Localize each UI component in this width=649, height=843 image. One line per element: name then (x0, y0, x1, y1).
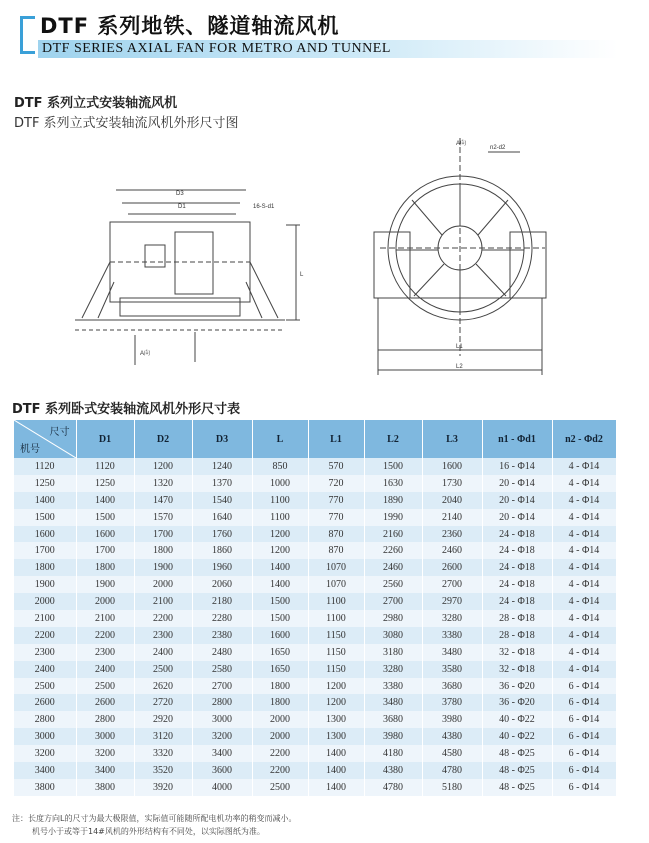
table-cell: 4 - Φ14 (552, 475, 616, 492)
table-cell: 48 - Φ25 (482, 762, 552, 779)
table-cell: 1240 (192, 458, 252, 475)
table-cell: 16 - Φ14 (482, 458, 552, 475)
table-cell: 3380 (364, 678, 422, 695)
page-subtitle: DTF SERIES AXIAL FAN FOR METRO AND TUNNEL (42, 41, 391, 56)
header-l: L (252, 420, 308, 458)
table-cell: 2500 (252, 779, 308, 796)
table-cell: 4 - Φ14 (552, 458, 616, 475)
table-cell: 2700 (422, 576, 482, 593)
table-cell: 4 - Φ14 (552, 610, 616, 627)
table-row (14, 745, 616, 762)
table-cell: 4 - Φ14 (552, 509, 616, 526)
table-row (14, 728, 616, 745)
section-vertical-title: DTF 系列立式安装轴流风机 (14, 96, 178, 111)
table-cell: 2920 (134, 711, 192, 728)
table-cell: 3000 (14, 728, 76, 745)
header-d1: D1 (76, 420, 134, 458)
table-cell: 3680 (364, 711, 422, 728)
table-cell: 2180 (192, 593, 252, 610)
table-cell: 3600 (192, 762, 252, 779)
note-line-2: 机号小于或等于14#风机的外形结构有不同处，以实际图纸为准。 (32, 827, 265, 836)
page-header (0, 0, 649, 64)
table-cell: 3280 (422, 610, 482, 627)
table-cell: 2400 (134, 644, 192, 661)
table-cell: 1640 (192, 509, 252, 526)
table-cell: 4380 (364, 762, 422, 779)
header-n2d2: n2 - Φd2 (552, 420, 616, 458)
header-corner (14, 420, 76, 458)
table-cell: 1200 (252, 542, 308, 559)
table-cell: 1200 (134, 458, 192, 475)
table-cell: 40 - Φ22 (482, 711, 552, 728)
label-l2: L2 (456, 364, 463, 370)
table-cell: 4 - Φ14 (552, 576, 616, 593)
table-cell: 1960 (192, 559, 252, 576)
table-row (14, 627, 616, 644)
table-cell: 6 - Φ14 (552, 728, 616, 745)
table-cell: 1400 (252, 559, 308, 576)
table-cell: 4180 (364, 745, 422, 762)
table-cell: 2620 (134, 678, 192, 695)
table-row (14, 526, 616, 543)
table-row (14, 559, 616, 576)
table-cell: 2000 (76, 593, 134, 610)
table-cell: 1120 (76, 458, 134, 475)
table-cell: 2100 (134, 593, 192, 610)
table-cell: 1400 (308, 745, 364, 762)
table-cell: 1700 (76, 542, 134, 559)
table-cell: 1400 (76, 492, 134, 509)
table-cell: 870 (308, 526, 364, 543)
table-cell: 4780 (364, 779, 422, 796)
table-cell: 1700 (14, 542, 76, 559)
dimension-table (14, 420, 617, 796)
table-cell: 1700 (134, 526, 192, 543)
table-cell: 3120 (134, 728, 192, 745)
table-cell: 1250 (14, 475, 76, 492)
table-cell: 2480 (192, 644, 252, 661)
table-cell: 2800 (192, 694, 252, 711)
table-cell: 1890 (364, 492, 422, 509)
table-cell: 2800 (76, 711, 134, 728)
table-cell: 2720 (134, 694, 192, 711)
table-cell: 3980 (422, 711, 482, 728)
front-view-drawing (374, 138, 546, 375)
table-cell: 2000 (134, 576, 192, 593)
table-cell: 2200 (134, 610, 192, 627)
table-cell: 1990 (364, 509, 422, 526)
table-row (14, 458, 616, 475)
table-cell: 2400 (14, 661, 76, 678)
table-cell: 2060 (192, 576, 252, 593)
table-cell: 1600 (14, 526, 76, 543)
table-cell: 1150 (308, 661, 364, 678)
table-cell: 3580 (422, 661, 482, 678)
table-cell: 24 - Φ18 (482, 542, 552, 559)
table-row (14, 509, 616, 526)
table-cell: 2500 (14, 678, 76, 695)
table-cell: 1400 (308, 779, 364, 796)
table-cell: 6 - Φ14 (552, 762, 616, 779)
table-cell: 2800 (14, 711, 76, 728)
table-cell: 20 - Φ14 (482, 475, 552, 492)
table-cell: 28 - Φ18 (482, 627, 552, 644)
fan-dimension-drawing (0, 132, 649, 392)
table-cell: 6 - Φ14 (552, 745, 616, 762)
label-d1: D1 (178, 204, 186, 210)
table-cell: 1760 (192, 526, 252, 543)
table-cell: 2580 (192, 661, 252, 678)
label-l: L (300, 272, 304, 278)
table-cell: 1150 (308, 627, 364, 644)
table-cell: 2560 (364, 576, 422, 593)
table-row (14, 576, 616, 593)
table-cell: 2160 (364, 526, 422, 543)
table-cell: 32 - Φ18 (482, 661, 552, 678)
label-d3: D3 (176, 191, 184, 197)
table-row (14, 661, 616, 678)
table-cell: 4380 (422, 728, 482, 745)
table-cell: 1300 (308, 711, 364, 728)
table-cell: 1500 (14, 509, 76, 526)
table-row (14, 779, 616, 796)
table-cell: 1600 (252, 627, 308, 644)
table-cell: 1470 (134, 492, 192, 509)
table-cell: 1630 (364, 475, 422, 492)
table-cell: 2200 (14, 627, 76, 644)
table-cell: 20 - Φ14 (482, 509, 552, 526)
table-cell: 3380 (422, 627, 482, 644)
table-cell: 1500 (252, 610, 308, 627)
table-cell: 2460 (364, 559, 422, 576)
table-cell: 1070 (308, 576, 364, 593)
table-cell: 2600 (14, 694, 76, 711)
table-cell: 3080 (364, 627, 422, 644)
table-cell: 3280 (364, 661, 422, 678)
table-cell: 3000 (76, 728, 134, 745)
table-cell: 2500 (134, 661, 192, 678)
table-cell: 6 - Φ14 (552, 711, 616, 728)
table-cell: 24 - Φ18 (482, 526, 552, 543)
table-cell: 2280 (192, 610, 252, 627)
label-front-a: A向 (456, 141, 467, 147)
table-cell: 1540 (192, 492, 252, 509)
table-cell: 2200 (252, 762, 308, 779)
table-cell: 1370 (192, 475, 252, 492)
table-row (14, 762, 616, 779)
table-cell: 4000 (192, 779, 252, 796)
table-cell: 3200 (14, 745, 76, 762)
table-cell: 48 - Φ25 (482, 745, 552, 762)
table-cell: 1650 (252, 644, 308, 661)
table-cell: 1900 (134, 559, 192, 576)
label-l1: L1 (456, 344, 463, 350)
label-bolts: 16-S-d1 (253, 204, 275, 210)
table-row (14, 610, 616, 627)
header-bracket-decoration (20, 16, 35, 54)
section-vertical-subtitle: DTF 系列立式安装轴流风机外形尺寸图 (14, 116, 239, 131)
table-cell: 1900 (76, 576, 134, 593)
table-cell: 4 - Φ14 (552, 526, 616, 543)
corner-size-label: 尺寸 (49, 427, 70, 438)
table-cell: 28 - Φ18 (482, 610, 552, 627)
table-row (14, 492, 616, 509)
label-n2d2: n2-d2 (490, 145, 506, 151)
table-row (14, 678, 616, 695)
table-cell: 2000 (14, 593, 76, 610)
table-cell: 1900 (14, 576, 76, 593)
table-cell: 2000 (252, 711, 308, 728)
table-cell: 2600 (76, 694, 134, 711)
table-cell: 2100 (76, 610, 134, 627)
table-cell: 4580 (422, 745, 482, 762)
table-cell: 1730 (422, 475, 482, 492)
table-header-row (14, 420, 616, 458)
table-cell: 1300 (308, 728, 364, 745)
table-cell: 24 - Φ18 (482, 593, 552, 610)
table-row (14, 711, 616, 728)
table-cell: 20 - Φ14 (482, 492, 552, 509)
table-row (14, 475, 616, 492)
table-cell: 1860 (192, 542, 252, 559)
table-cell: 2400 (76, 661, 134, 678)
table-cell: 2000 (252, 728, 308, 745)
table-cell: 3320 (134, 745, 192, 762)
table-cell: 1570 (134, 509, 192, 526)
table-cell: 4 - Φ14 (552, 542, 616, 559)
table-cell: 1650 (252, 661, 308, 678)
table-cell: 3000 (192, 711, 252, 728)
table-cell: 48 - Φ25 (482, 779, 552, 796)
table-cell: 1120 (14, 458, 76, 475)
page-title: DTF 系列地铁、隧道轴流风机 (40, 14, 340, 38)
table-cell: 6 - Φ14 (552, 694, 616, 711)
table-cell: 2260 (364, 542, 422, 559)
table-cell: 3780 (422, 694, 482, 711)
table-cell: 4 - Φ14 (552, 661, 616, 678)
table-cell: 3400 (76, 762, 134, 779)
table-cell: 3400 (14, 762, 76, 779)
table-cell: 1100 (252, 492, 308, 509)
table-cell: 2300 (76, 644, 134, 661)
table-row (14, 694, 616, 711)
table-cell: 1200 (252, 526, 308, 543)
table-cell: 2300 (14, 644, 76, 661)
table-cell: 570 (308, 458, 364, 475)
table-cell: 3200 (76, 745, 134, 762)
notes (12, 812, 296, 838)
table-cell: 36 - Φ20 (482, 694, 552, 711)
table-cell: 1500 (252, 593, 308, 610)
table-cell: 3980 (364, 728, 422, 745)
table-cell: 2100 (14, 610, 76, 627)
table-cell: 1150 (308, 644, 364, 661)
header-l3: L3 (422, 420, 482, 458)
header-l2: L2 (364, 420, 422, 458)
table-cell: 1800 (76, 559, 134, 576)
note-line-1: 注：长度方向L的尺寸为最大极限值，实际值可能随所配电机功率的稍变而减小。 (12, 814, 297, 823)
header-n1d1: n1 - Φd1 (482, 420, 552, 458)
table-cell: 2600 (422, 559, 482, 576)
table-cell: 36 - Φ20 (482, 678, 552, 695)
table-cell: 2500 (76, 678, 134, 695)
table-cell: 3920 (134, 779, 192, 796)
table-cell: 1000 (252, 475, 308, 492)
label-a-view: A向 (140, 351, 151, 357)
table-cell: 3200 (192, 728, 252, 745)
table-cell: 870 (308, 542, 364, 559)
table-cell: 2460 (422, 542, 482, 559)
table-cell: 1320 (134, 475, 192, 492)
table-cell: 1600 (422, 458, 482, 475)
table-row (14, 644, 616, 661)
table-cell: 770 (308, 492, 364, 509)
table-cell: 2200 (76, 627, 134, 644)
table-cell: 2300 (134, 627, 192, 644)
table-cell: 1400 (252, 576, 308, 593)
table-cell: 1200 (308, 678, 364, 695)
table-cell: 24 - Φ18 (482, 576, 552, 593)
table-cell: 1100 (308, 610, 364, 627)
table-cell: 4 - Φ14 (552, 593, 616, 610)
table-cell: 3400 (192, 745, 252, 762)
table-row (14, 593, 616, 610)
header-d3: D3 (192, 420, 252, 458)
table-cell: 720 (308, 475, 364, 492)
table-cell: 2700 (192, 678, 252, 695)
table-cell: 4 - Φ14 (552, 627, 616, 644)
table-cell: 3480 (422, 644, 482, 661)
table-cell: 40 - Φ22 (482, 728, 552, 745)
table-cell: 2980 (364, 610, 422, 627)
table-cell: 4 - Φ14 (552, 559, 616, 576)
table-cell: 1600 (76, 526, 134, 543)
table-cell: 1800 (14, 559, 76, 576)
header-d2: D2 (134, 420, 192, 458)
table-cell: 1800 (252, 678, 308, 695)
table-row (14, 542, 616, 559)
table-cell: 5180 (422, 779, 482, 796)
table-cell: 4 - Φ14 (552, 492, 616, 509)
table-cell: 770 (308, 509, 364, 526)
table-cell: 24 - Φ18 (482, 559, 552, 576)
table-cell: 6 - Φ14 (552, 678, 616, 695)
table-cell: 1400 (308, 762, 364, 779)
side-view-drawing (75, 190, 300, 365)
table-cell: 3180 (364, 644, 422, 661)
table-cell: 2360 (422, 526, 482, 543)
table-cell: 3520 (134, 762, 192, 779)
table-cell: 2200 (252, 745, 308, 762)
table-cell: 3800 (14, 779, 76, 796)
table-cell: 3800 (76, 779, 134, 796)
table-cell: 4780 (422, 762, 482, 779)
corner-model-label: 机号 (20, 444, 40, 455)
header-l1: L1 (308, 420, 364, 458)
table-cell: 2380 (192, 627, 252, 644)
table-cell: 2140 (422, 509, 482, 526)
table-cell: 850 (252, 458, 308, 475)
table-cell: 6 - Φ14 (552, 779, 616, 796)
table-cell: 2700 (364, 593, 422, 610)
table-cell: 1250 (76, 475, 134, 492)
table-cell: 1500 (76, 509, 134, 526)
table-cell: 1800 (134, 542, 192, 559)
table-cell: 3480 (364, 694, 422, 711)
table-cell: 1100 (308, 593, 364, 610)
table-cell: 1800 (252, 694, 308, 711)
table-cell: 2970 (422, 593, 482, 610)
table-cell: 1200 (308, 694, 364, 711)
table-cell: 1070 (308, 559, 364, 576)
table-cell: 2040 (422, 492, 482, 509)
table-cell: 1400 (14, 492, 76, 509)
table-cell: 4 - Φ14 (552, 644, 616, 661)
table-cell: 1500 (364, 458, 422, 475)
table-cell: 32 - Φ18 (482, 644, 552, 661)
table-cell: 1100 (252, 509, 308, 526)
table-title: DTF 系列卧式安装轴流风机外形尺寸表 (12, 402, 241, 417)
table-cell: 3680 (422, 678, 482, 695)
